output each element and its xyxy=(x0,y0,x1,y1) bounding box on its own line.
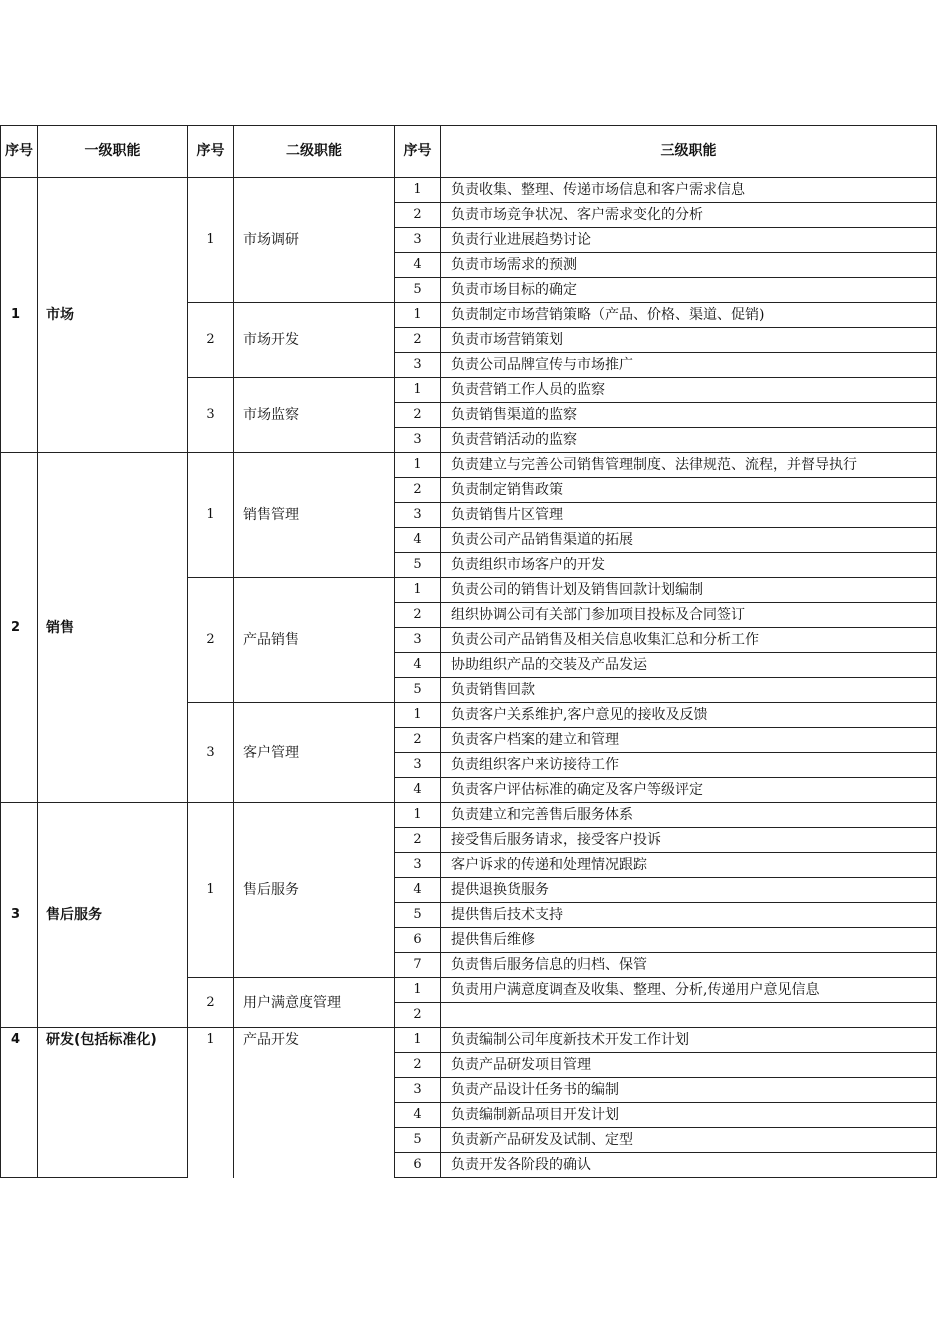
level3-number: 7 xyxy=(395,953,441,978)
table-row xyxy=(1,803,937,828)
level3-function: 负责公司品牌宣传与市场推广 xyxy=(441,353,937,378)
level3-number: 5 xyxy=(395,678,441,703)
level3-number: 2 xyxy=(395,1053,441,1078)
level2-number: 3 xyxy=(188,378,234,453)
level3-number: 6 xyxy=(395,1153,441,1178)
level2-number: 2 xyxy=(188,303,234,378)
header-row xyxy=(1,126,937,178)
level2-function: 市场开发 xyxy=(234,303,395,378)
level3-number: 3 xyxy=(395,503,441,528)
level3-function: 负责售后服务信息的归档、保管 xyxy=(441,953,937,978)
header-level-2: 二级职能 xyxy=(234,126,395,178)
level3-function: 负责客户关系维护,客户意见的接收及反馈 xyxy=(441,703,937,728)
level3-number: 3 xyxy=(395,628,441,653)
level3-number: 1 xyxy=(395,378,441,403)
level3-function: 负责营销工作人员的监察 xyxy=(441,378,937,403)
level3-number: 4 xyxy=(395,653,441,678)
level3-number: 2 xyxy=(395,203,441,228)
level3-number: 1 xyxy=(395,453,441,478)
level2-function: 销售管理 xyxy=(234,453,395,578)
level3-function: 负责建立与完善公司销售管理制度、法律规范、流程，并督导执行 xyxy=(441,453,937,478)
level3-number: 4 xyxy=(395,1103,441,1128)
level3-number: 5 xyxy=(395,553,441,578)
header-level-1: 一级职能 xyxy=(38,126,188,178)
level1-number: 1 xyxy=(1,178,38,453)
level3-function: 提供退换货服务 xyxy=(441,878,937,903)
level3-number: 2 xyxy=(395,328,441,353)
level3-number: 3 xyxy=(395,428,441,453)
level1-number: 2 xyxy=(1,453,38,803)
level3-function: 负责编制公司年度新技术开发工作计划 xyxy=(441,1028,937,1053)
level1-function: 销售 xyxy=(38,453,188,803)
level3-number: 2 xyxy=(395,603,441,628)
level2-function: 市场监察 xyxy=(234,378,395,453)
table-body xyxy=(1,178,937,1178)
level3-function: 负责收集、整理、传递市场信息和客户需求信息 xyxy=(441,178,937,203)
level1-function: 售后服务 xyxy=(38,803,188,1028)
level3-number: 3 xyxy=(395,353,441,378)
level3-function: 负责编制新品项目开发计划 xyxy=(441,1103,937,1128)
level3-number: 3 xyxy=(395,753,441,778)
level2-number: 2 xyxy=(188,978,234,1028)
level3-function: 负责市场需求的预测 xyxy=(441,253,937,278)
header-level-3: 三级职能 xyxy=(441,126,937,178)
level3-number: 3 xyxy=(395,228,441,253)
level3-number: 2 xyxy=(395,728,441,753)
level3-number: 1 xyxy=(395,803,441,828)
level3-function: 负责市场目标的确定 xyxy=(441,278,937,303)
level3-function: 接受售后服务请求，接受客户投诉 xyxy=(441,828,937,853)
level2-function: 产品开发 xyxy=(234,1028,395,1178)
table-row xyxy=(1,1028,937,1053)
level3-number: 4 xyxy=(395,778,441,803)
level3-number: 2 xyxy=(395,1003,441,1028)
level3-function: 负责组织市场客户的开发 xyxy=(441,553,937,578)
level3-function: 负责市场营销策划 xyxy=(441,328,937,353)
level3-function: 负责销售渠道的监察 xyxy=(441,403,937,428)
level3-function: 负责制定销售政策 xyxy=(441,478,937,503)
level3-function: 负责公司产品销售渠道的拓展 xyxy=(441,528,937,553)
level2-function: 售后服务 xyxy=(234,803,395,978)
level3-function: 负责公司的销售计划及销售回款计划编制 xyxy=(441,578,937,603)
level2-function: 市场调研 xyxy=(234,178,395,303)
level2-number: 1 xyxy=(188,453,234,578)
level3-function: 负责制定市场营销策略（产品、价格、渠道、促销) xyxy=(441,303,937,328)
header-seq-3: 序号 xyxy=(395,126,441,178)
level3-function: 负责销售回款 xyxy=(441,678,937,703)
level3-function: 负责销售片区管理 xyxy=(441,503,937,528)
level3-number: 3 xyxy=(395,853,441,878)
level3-number: 1 xyxy=(395,978,441,1003)
level2-function: 用户满意度管理 xyxy=(234,978,395,1028)
level3-number: 5 xyxy=(395,903,441,928)
level3-function: 客户诉求的传递和处理情况跟踪 xyxy=(441,853,937,878)
level3-function: 负责用户满意度调查及收集、整理、分析,传递用户意见信息 xyxy=(441,978,937,1003)
level3-function: 负责组织客户来访接待工作 xyxy=(441,753,937,778)
level3-number: 1 xyxy=(395,703,441,728)
level3-number: 6 xyxy=(395,928,441,953)
level3-number: 5 xyxy=(395,1128,441,1153)
level2-number: 1 xyxy=(188,178,234,303)
level3-function: 提供售后维修 xyxy=(441,928,937,953)
level3-number: 1 xyxy=(395,1028,441,1053)
functions-table xyxy=(0,125,937,1178)
level1-function: 研发(包括标准化) xyxy=(38,1028,188,1178)
level3-number: 3 xyxy=(395,1078,441,1103)
level3-number: 2 xyxy=(395,403,441,428)
level3-function: 负责建立和完善售后服务体系 xyxy=(441,803,937,828)
level3-number: 4 xyxy=(395,253,441,278)
level3-number: 2 xyxy=(395,828,441,853)
table-row xyxy=(1,178,937,203)
level1-number: 4 xyxy=(1,1028,38,1178)
header-seq-1: 序号 xyxy=(1,126,38,178)
level2-function: 客户管理 xyxy=(234,703,395,803)
level3-number: 1 xyxy=(395,303,441,328)
level1-number: 3 xyxy=(1,803,38,1028)
level3-function: 负责市场竞争状况、客户需求变化的分析 xyxy=(441,203,937,228)
level3-function: 负责公司产品销售及相关信息收集汇总和分析工作 xyxy=(441,628,937,653)
level3-function xyxy=(441,1003,937,1028)
level3-number: 4 xyxy=(395,528,441,553)
level3-number: 1 xyxy=(395,178,441,203)
level3-function: 组织协调公司有关部门参加项目投标及合同签订 xyxy=(441,603,937,628)
level3-function: 负责营销活动的监察 xyxy=(441,428,937,453)
table-row xyxy=(1,453,937,478)
level3-number: 4 xyxy=(395,878,441,903)
level2-number: 2 xyxy=(188,578,234,703)
level3-function: 负责产品研发项目管理 xyxy=(441,1053,937,1078)
level3-number: 5 xyxy=(395,278,441,303)
level3-function: 负责产品设计任务书的编制 xyxy=(441,1078,937,1103)
level3-function: 提供售后技术支持 xyxy=(441,903,937,928)
level3-function: 负责客户评估标准的确定及客户等级评定 xyxy=(441,778,937,803)
level3-function: 负责开发各阶段的确认 xyxy=(441,1153,937,1178)
level3-function: 负责行业进展趋势讨论 xyxy=(441,228,937,253)
level2-number: 3 xyxy=(188,703,234,803)
level2-number: 1 xyxy=(188,803,234,978)
level3-function: 负责新产品研发及试制、定型 xyxy=(441,1128,937,1153)
level3-number: 2 xyxy=(395,478,441,503)
header-seq-2: 序号 xyxy=(188,126,234,178)
level1-function: 市场 xyxy=(38,178,188,453)
level3-function: 协助组织产品的交装及产品发运 xyxy=(441,653,937,678)
level2-function: 产品销售 xyxy=(234,578,395,703)
level3-number: 1 xyxy=(395,578,441,603)
level3-function: 负责客户档案的建立和管理 xyxy=(441,728,937,753)
level2-number: 1 xyxy=(188,1028,234,1178)
